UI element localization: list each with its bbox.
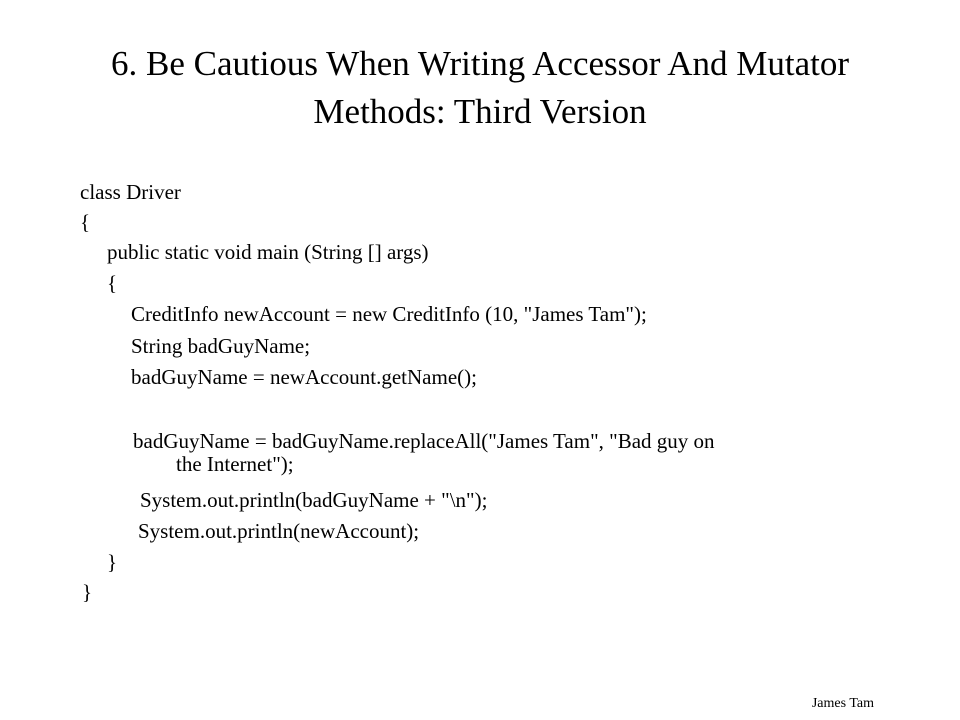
code-line: badGuyName = badGuyName.replaceAll("James Tam", "Bad guy on (133, 429, 715, 453)
code-line: } (107, 550, 118, 574)
code-line: String badGuyName; (131, 334, 311, 358)
code-line: { (80, 210, 91, 234)
code-line: { (107, 271, 118, 295)
footer-author: James Tam (811, 696, 874, 711)
code-line: public static void main (String [] args) (107, 240, 429, 264)
code-line: class Driver (80, 180, 181, 204)
code-line: System.out.println(newAccount); (138, 519, 420, 543)
slide-title: 6. Be Cautious When Writing Accessor And Mutator Methods: Third Version (110, 44, 850, 131)
code-line: System.out.println(badGuyName + "\n"); (140, 488, 488, 512)
code-line: } (82, 580, 93, 604)
code-line: CreditInfo newAccount = new CreditInfo (10, "James Tam"); (131, 302, 647, 326)
code-line: badGuyName = newAccount.getName(); (131, 365, 477, 389)
code-line-continuation: the Internet"); (176, 452, 294, 476)
